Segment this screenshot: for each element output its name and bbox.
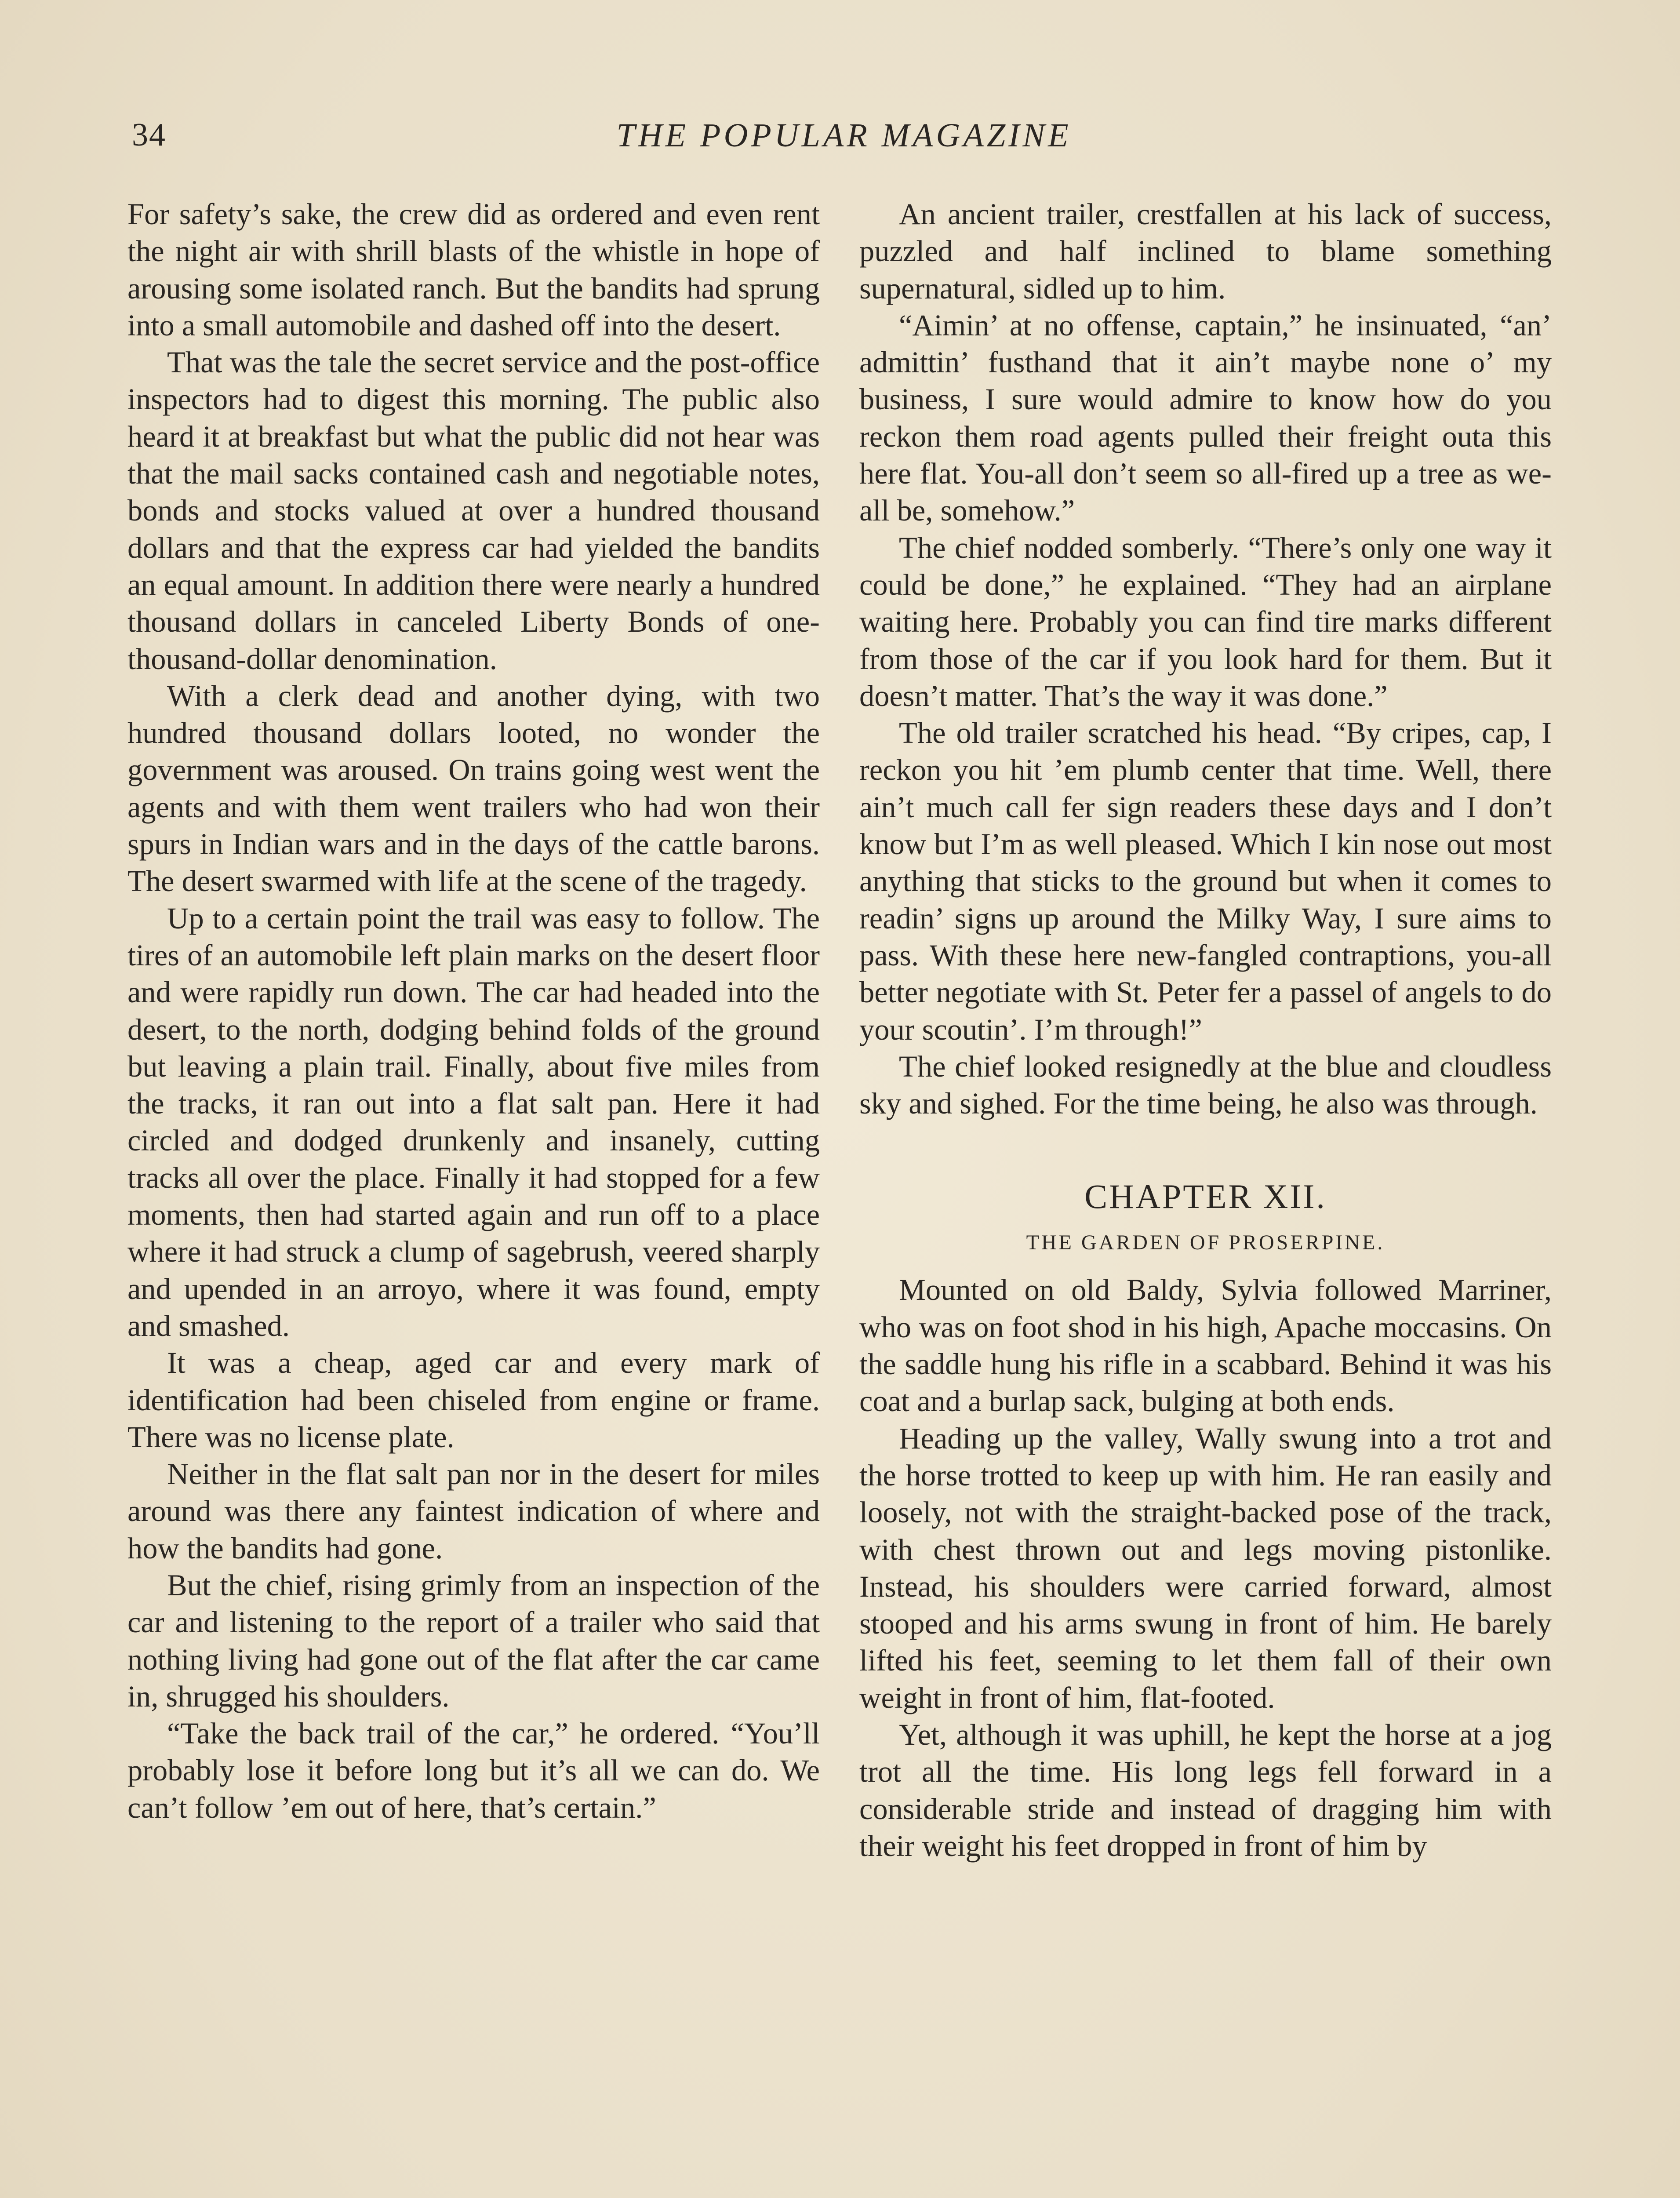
paragraph: Mounted on old Baldy, Sylvia followed Marriner, who was on foot shod in his high, Apache moccasins. On the saddle hung his rifle in a scabbard. Behind it was his coat and a burlap sack, bulging at both ends. [859,1273,1552,1418]
paragraph: The chief nodded somberly. “There’s only one way it could be done,” he explained. “They had an airplane waiting here. Probably you can find tire marks different from those of the car if you look hard for them. But it doesn’t matter. That’s the way it was done.” [859,531,1552,713]
right-column [859,196,1552,1864]
paragraph: Neither in the flat salt pan nor in the desert for miles around was there any faintest indication of where and how the bandits had gone. [127,1457,820,1565]
paragraph: “Aimin’ at no offense, captain,” he insinuated, “an’ admittin’ fusthand that it ain’t maybe none o’ my business, I sure would admire to know how do you reckon them road agents pulled their freight outa this here flat. You-all don’t seem so all-fired up a tree as we-all be, somehow.” [859,308,1552,528]
paragraph: Yet, although it was uphill, he kept the horse at a jog trot all the time. His long legs fell forward in a considerable stride and instead of dragging him with their weight his feet dropped in front of him by [859,1718,1552,1863]
page-header [132,116,1556,169]
page-number: 34 [132,117,166,153]
running-head: THE POPULAR MAGAZINE [616,117,1072,154]
paragraph: With a clerk dead and another dying, with two hundred thousand dollars looted, no wonder the government was aroused. On trains going west went the agents and with them went trailers who had won their spurs in Indian wars and in the days of the cattle barons. The desert swarmed with life at the scene of the tragedy. [127,679,820,898]
chapter-heading: CHAPTER XII. [1084,1177,1327,1216]
chapter-title: THE GARDEN OF PROSERPINE. [1026,1231,1385,1255]
left-column [127,196,820,1826]
paragraph: For safety’s sake, the crew did as ordered and even rent the night air with shrill blasts of the whistle in hope of arousing some isolated ranch. But the bandits had sprung into a small automobile and dashed off into the desert. [127,197,820,342]
paragraph: An ancient trailer, crestfallen at his lack of success, puzzled and half inclined to blame something supernatural, sidled up to him. [859,197,1552,305]
paragraph: “Take the back trail of the car,” he ordered. “You’ll probably lose it before long but it’s all we can do. We can’t follow ’em out of here, that’s certain.” [127,1717,820,1824]
paragraph: That was the tale the secret service and the post-office inspectors had to digest this morning. The public also heard it at breakfast but what the public did not hear was that the mail sacks contained cash and negotiable notes, bonds and stocks valued at over a hundred thousand dollars and that the express car had yielded the bandits an equal amount. In addition there were nearly a hundred thousand dollars in canceled Liberty Bonds of one-thousand-dollar denomination. [127,346,820,676]
paragraph: Up to a certain point the trail was easy to follow. The tires of an automobile left plain marks on the desert floor and were rapidly run down. The car had headed into the desert, to the north, dodging behind folds of the ground but leaving a plain trail. Finally, about five miles from the tracks, it ran out into a flat salt pan. Here it had circled and dodged drunkenly and insanely, cutting tracks all over the place. Finally it had stopped for a few moments, then had started again and run off to a place where it had struck a clump of sagebrush, veered sharply and upended in an arroyo, where it was found, empty and smashed. [127,901,820,1343]
paragraph: Heading up the valley, Wally swung into a trot and the horse trotted to keep up with him. He ran easily and loosely, not with the straight-backed pose of the track, with chest thrown out and legs moving pistonlike. Instead, his shoulders were carried forward, almost stooped and his arms swung in front of him. He barely lifted his feet, seeming to let them fall of their own weight in front of him, flat-footed. [859,1421,1552,1714]
paragraph: The old trailer scratched his head. “By cripes, cap, I reckon you hit ’em plumb center that time. Well, there ain’t much call fer sign readers these days and I don’t know but I’m as well pleased. Which I kin nose out most anything that sticks to the ground but when it comes to readin’ signs up around the Milky Way, I sure aims to pass. With these here new-fangled contraptions, you-all better negotiate with St. Peter fer a passel of angels to do your scoutin’. I’m through!” [859,716,1552,1046]
paragraph: But the chief, rising grimly from an inspection of the car and listening to the report of a trailer who said that nothing living had gone out of the flat after the car came in, shrugged his shoulders. [127,1568,820,1713]
paragraph: It was a cheap, aged car and every mark of identification had been chiseled from engine or frame. There was no license plate. [127,1346,820,1454]
paragraph: The chief looked resignedly at the blue and cloudless sky and sighed. For the time being, he also was through. [859,1049,1552,1121]
